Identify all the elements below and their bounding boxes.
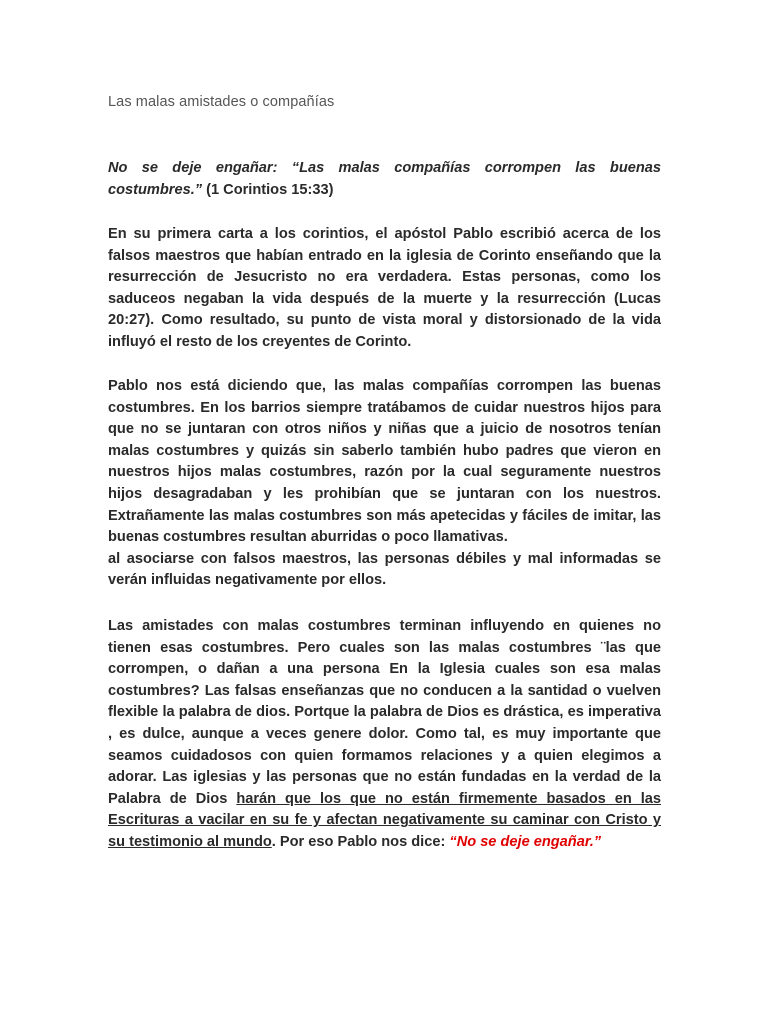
bible-reference: (1 Corintios 15:33) [202, 181, 334, 198]
underlined-text: harán que los que no están firmemente basados en las Escrituras a vacilar en su fe y afectan negativamente su caminar con Cristo y su testimonio al mundo [108, 790, 661, 850]
paragraph-conclusion [108, 616, 661, 854]
paragraph-text: Pablo nos está diciendo que, las malas compañías corrompen las buenas costumbres. En los barrios siempre tratábamos de cuidar nuestros hijos para que no se juntaran con otros niños y niñas que a juicio de nosotros tenían malas costumbres y quizás sin saberlo también hubo padres que vieron en nuestros hijos malas costumbres, razón por la cual seguramente nuestros hijos desagradaban y les prohibían que se juntaran con los nuestros. Extrañamente las malas costumbres son más apetecidas y fáciles de imitar, las buenas costumbres resultan aburridas o poco llamativas. [108, 378, 661, 546]
paragraph-line: al asociarse con falsos maestros, las personas débiles y mal informadas se verán influidas negativamente por ellos. [108, 550, 661, 589]
paragraph-corinth-context [108, 224, 661, 354]
paragraph-bad-company [108, 376, 661, 592]
paragraph-bible-quote [108, 158, 661, 201]
paragraph-text: En su primera carta a los corintios, el apóstol Pablo escribió acerca de los falsos maestros que habían entrado en la iglesia de Corinto enseñando que la resurrección de Jesucristo no era verdadera. Estas personas, como los saduceos negaban la vida después de la muerte y la resurrección (Lucas 20:27). Como resultado, su punto de vista moral y distorsionado de la vida influyó el resto de los creyentes de Corinto. [108, 226, 661, 350]
paragraph-text-middle: . Por eso Pablo nos dice: [271, 833, 450, 850]
bible-quote-text: No se deje engañar: “Las malas compañías corrompen las buenas costumbres.” [108, 160, 661, 198]
red-quote: “No se deje engañar.” [449, 833, 602, 850]
document-title: Las malas amistades o compañías [108, 94, 335, 110]
paragraph-text: Las amistades con malas costumbres terminan influyendo en quienes no tienen esas costumbres. Pero cuales son las malas costumbres ¨las que corrompen, o dañan a una persona En la Iglesia cuales son esa malas costumbres? Las falsas enseñanzas que no conducen a la santidad o vuelven flexible la palabra de dios. Portque la palabra de Dios es drástica, es imperativa , es dulce, aunque a veces genere dolor. Como tal, es muy importante que seamos cuidadosos con quien formamos relaciones y a quien elegimos a adorar. Las iglesias y las personas que no están fundadas en la verdad de la Palabra de Dios [108, 618, 661, 807]
